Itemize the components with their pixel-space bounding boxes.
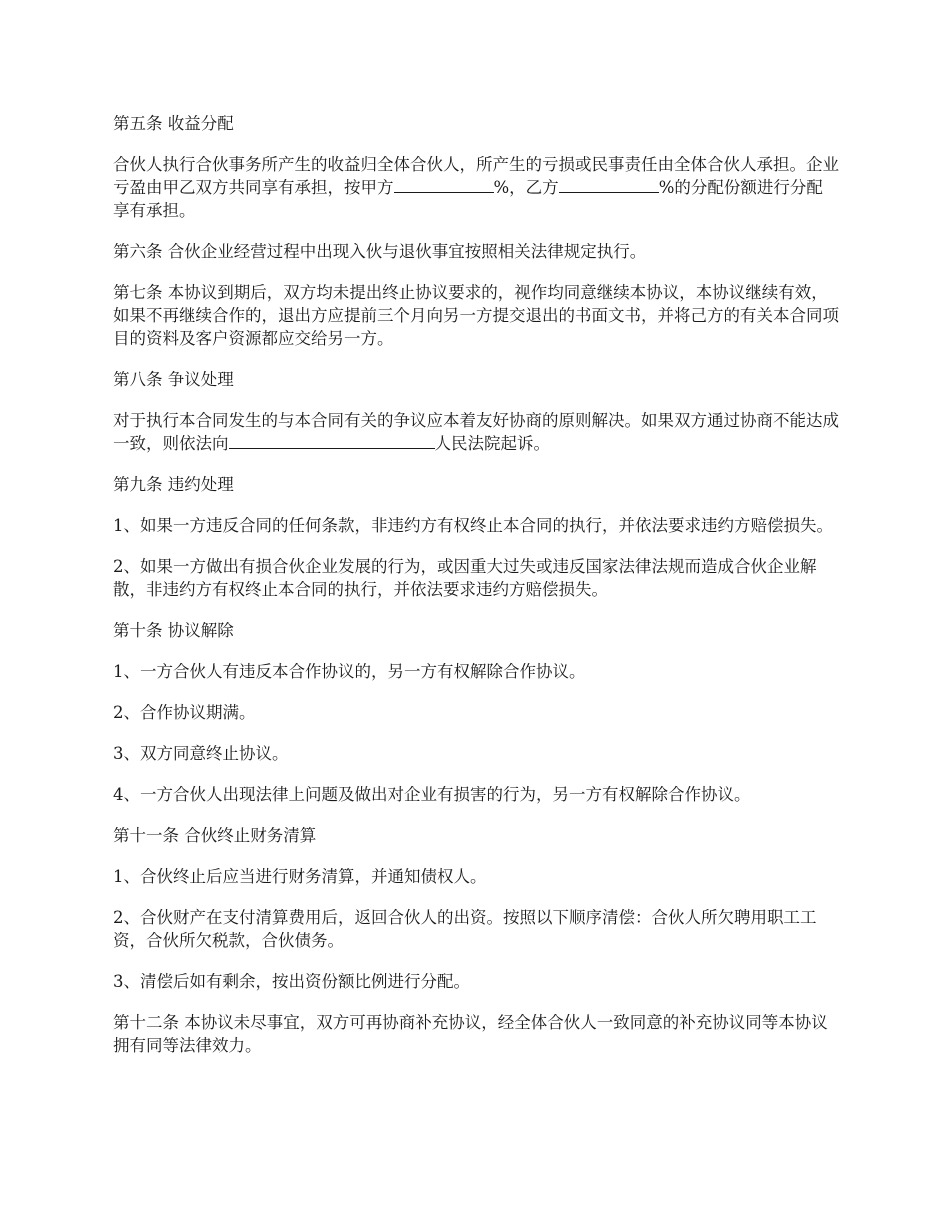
- party-a-share-blank: [394, 176, 494, 193]
- article-5-text-b: %，乙方: [493, 178, 559, 197]
- article-9-heading: 第九条 违约处理: [113, 475, 234, 494]
- article-10-item: 2、合作协议期满。: [113, 703, 256, 722]
- article-5-text-c: %的分配份额进行分配享有承担。: [113, 178, 823, 220]
- article-11-item: 3、清偿后如有剩余，按出资份额比例进行分配。: [113, 972, 470, 991]
- article-7: 第七条 本协议到期后，双方均未提出终止协议要求的，视作均同意继续本协议，本协议继续有效，如果不再继续合作的，退出方应提前三个月向另一方提交退出的书面文书，并将己方的有关本合同项目的资料及客户资源都应交给另一方。: [113, 283, 839, 348]
- article-8-text-a: 对于执行本合同发生的与本合同有关的争议应本着友好协商的原则解决。如果双方通过协商不能达成一致，则依法向: [113, 411, 839, 453]
- article-11-heading: 第十一条 合伙终止财务清算: [113, 826, 317, 845]
- article-8-heading: 第八条 争议处理: [113, 370, 234, 389]
- court-name-blank: [229, 432, 435, 449]
- article-6: 第六条 合伙企业经营过程中出现入伙与退伙事宜按照相关法律规定执行。: [113, 242, 647, 261]
- article-10-item: 1、一方合伙人有违反本合作协议的，另一方有权解除合作协议。: [113, 662, 586, 681]
- party-b-share-blank: [559, 176, 659, 193]
- article-10-heading: 第十条 协议解除: [113, 621, 234, 640]
- article-9-item: 1、如果一方违反合同的任何条款，非违约方有权终止本合同的执行，并依法要求违约方赔偿损失。: [113, 516, 833, 535]
- article-10-item: 3、双方同意终止协议。: [113, 744, 289, 763]
- article-9-item: 2、如果一方做出有损合伙企业发展的行为，或因重大过失或违反国家法律法规而造成合伙企业解散，非违约方有权终止本合同的执行，并依法要求违约方赔偿损失。: [113, 557, 817, 599]
- article-12: 第十二条 本协议未尽事宜，双方可再协商补充协议，经全体合伙人一致同意的补充协议同等本协议拥有同等法律效力。: [113, 1013, 828, 1055]
- article-10-item: 4、一方合伙人出现法律上问题及做出对企业有损害的行为，另一方有权解除合作协议。: [113, 785, 751, 804]
- article-8-text-b: 人民法院起诉。: [434, 434, 550, 453]
- article-5-body: [113, 153, 839, 222]
- document-page: [113, 112, 839, 1075]
- article-8-body: [113, 409, 839, 455]
- article-5-text-a: 合伙人执行合伙事务所产生的收益归全体合伙人，所产生的亏损或民事责任由全体合伙人承担。企业亏盈由甲乙双方共同享有承担，按甲方: [113, 155, 839, 197]
- article-11-item: 1、合伙终止后应当进行财务清算，并通知债权人。: [113, 867, 487, 886]
- article-5-heading: 第五条 收益分配: [113, 114, 234, 133]
- article-11-item: 2、合伙财产在支付清算费用后，返回合伙人的出资。按照以下顺序清偿：合伙人所欠聘用职工工资，合伙所欠税款，合伙债务。: [113, 908, 817, 950]
